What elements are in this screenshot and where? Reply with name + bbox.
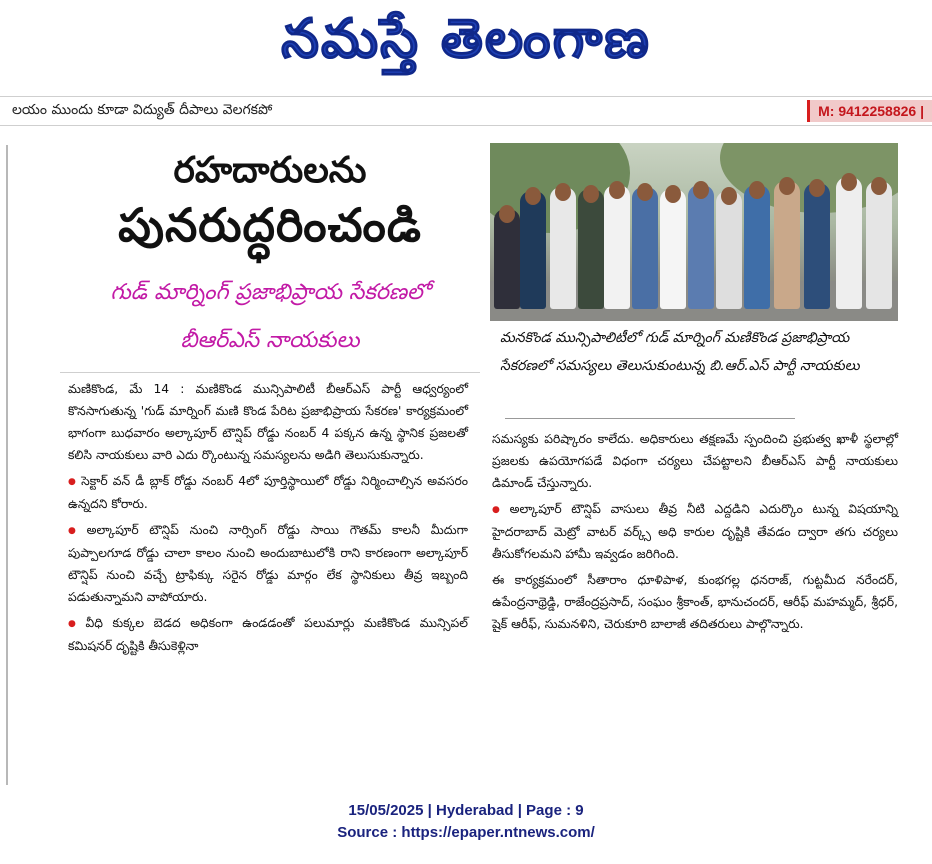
- article-bullet: ● సెక్టార్ వన్ డీ బ్లాక్ రోడ్డు నంబర్ 4లో పూర్తిస్థాయిలో రోడ్డు నిర్మించాల్సిన అవసరం ఉన్నదని కోరారు.: [68, 470, 468, 515]
- article-bullet: ● వీధి కుక్కల బెడద అధికంగా ఉండడంతో పలుమార్లు మణికొండ మున్సిపల్ కమిషనర్ దృష్టికి తీసుకెళ్లినా: [68, 612, 468, 657]
- caption-rule: [505, 418, 795, 419]
- news-ticker: [0, 96, 932, 126]
- article-paragraph: ఈ కార్యక్రమంలో సీతారాం ధూళిపాళ, కుంభగల్ల ధనరాజ్, గుట్టమీద నరేందర్, ఉపేంద్రనాథ్రెడ్డి, రాజేంద్రప్రసాద్, సంఘం శ్రీకాంత్, భానుచందర్, ఆరీఫ్ మహమ్మద్, శ్రీధర్, షైక్ ఆరీఫ్, సుమనళిని, చెరుకూరి బాలాజీ తదితరులు పాల్గొన్నారు.: [492, 573, 898, 631]
- subheadline-line-1: గుడ్ మార్నింగ్ ప్రజాభిప్రాయ సేకరణలో: [110, 280, 430, 305]
- article-paragraph: మణికొండ, మే 14 : మణికొండ మున్సిపాలిటీ బీఆర్ఎస్ పార్టీ ఆధ్వర్యంలో కొనసాగుతున్న 'గుడ్ మార్నింగ్ మణి కొండ పేరిట ప్రజాభిప్రాయ సేకరణ' కార్యక్రమంలో భాగంగా బుధవారం అల్కాపూర్ టౌన్షిప్ రోడ్డు నంబర్ 4 పక్కన ఉన్న స్థానిక ప్రజలతో కలిసి నాయకులు వారి ఎదు ర్కొంటున్న సమస్యలను అడిగి తెలుసుకున్నారు.: [68, 382, 468, 462]
- phone-badge: M: 9412258826 |: [807, 100, 932, 122]
- headline-line-2: పునరుద్ధరించండి: [118, 198, 422, 252]
- ticker-text: లయం ముందు కూడా విద్యుత్ దీపాలు వెలగకపో: [12, 102, 273, 118]
- article-paragraph: సమస్యకు పరిష్కారం కాలేదు. అధికారులు తక్షణమే స్పందించి ప్రభుత్వ ఖాళీ స్థలాల్లో ప్రజలకు ఉపయోగపడే విధంగా చర్యలు చేపట్టాలని బీఆర్ఎస్ పార్టీ నాయకులు డిమాండ్ చేస్తున్నారు.: [492, 432, 898, 490]
- newspaper-logo: నమస్తే తెలంగాణ: [281, 6, 651, 70]
- headline-line-1: రహదారులను: [173, 150, 367, 191]
- footer-source-line: Source : https://epaper.ntnews.com/: [337, 824, 595, 841]
- article-column-right: [492, 428, 898, 639]
- headline-divider: [60, 372, 480, 373]
- article-bullet: ● అల్కాపూర్ టౌన్షిప్ వాసులు తీవ్ర నీటి ఎద్దడిని ఎదుర్కొం టున్న విషయాన్ని హైదరాబాద్ మెట్రో వాటర్ వర్క్స్ అధి కారుల దృష్టికి తేవడం ద్వారా తగు చర్యలు తీసుకోగలమని హామీ ఇవ్వడం జరిగింది.: [492, 498, 898, 565]
- page-footer: [0, 800, 932, 844]
- subheadline-line-2: బీఆర్ఎస్ నాయకులు: [180, 328, 360, 353]
- photo-caption: మనకొండ మున్సిపాలిటీలో గుడ్ మార్నింగ్ మణికొండ ప్రజాభిప్రాయ సేకరణలో సమస్యలు తెలుసుకుంటున్న బి.ఆర్.ఎస్ పార్టీ నాయకులు: [500, 330, 860, 374]
- masthead: [0, 0, 932, 92]
- column-rule: [6, 145, 8, 785]
- footer-date-line: 15/05/2025 | Hyderabad | Page : 9: [348, 802, 584, 819]
- article-bullet: ● అల్కాపూర్ టౌన్షిప్ నుంచి నార్సింగ్ రోడ్డు సాయి గౌతమ్ కాలనీ మీదుగా పుప్పాలగూడ రోడ్డు చాలా కాలం నుంచి అందుబాటులోకి రాని కారణంగా అల్కాపూర్ టౌన్షిప్ నుంచి వచ్చే ట్రాఫిక్కు సరైన రోడ్డు మార్గం లేక స్థానికులు తీవ్ర ఇబ్బంది పడుతున్నామని వాపోయారు.: [68, 519, 468, 608]
- article-column-left: [68, 378, 468, 661]
- group-photo: [490, 143, 898, 321]
